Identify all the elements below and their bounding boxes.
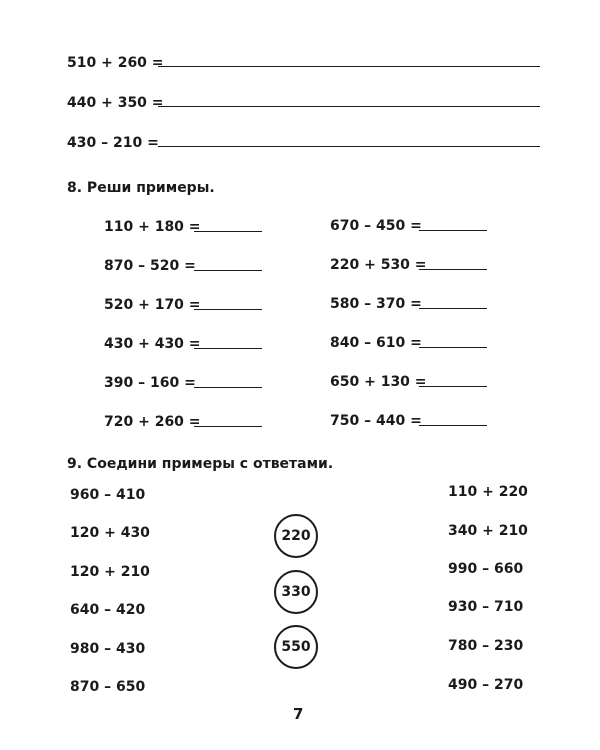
answer-line[interactable] <box>194 426 262 427</box>
task8-right-example: 650 + 130 = <box>330 374 427 390</box>
answer-line[interactable] <box>419 386 487 387</box>
answer-line[interactable] <box>419 425 487 426</box>
task8-left-example: 720 + 260 = <box>104 414 201 430</box>
answer-circle[interactable] <box>274 570 318 614</box>
task9-right-example[interactable]: 990 – 660 <box>448 561 524 577</box>
task9-right-example[interactable]: 340 + 210 <box>448 523 528 539</box>
task9-left-example[interactable]: 640 – 420 <box>70 602 146 618</box>
task9-left-example[interactable]: 120 + 430 <box>70 525 150 541</box>
top-example-3: 430 – 210 = <box>67 135 159 151</box>
answer-line[interactable] <box>419 269 487 270</box>
task9-right-example[interactable]: 490 – 270 <box>448 677 524 693</box>
page-number: 7 <box>293 705 304 723</box>
task8-heading: 8. Реши примеры. <box>67 180 215 196</box>
task8-left-example: 520 + 170 = <box>104 297 201 313</box>
top-example-2: 440 + 350 = <box>67 95 164 111</box>
task9-right-example[interactable]: 930 – 710 <box>448 599 524 615</box>
task8-left-example: 430 + 430 = <box>104 336 201 352</box>
answer-circle[interactable] <box>274 514 318 558</box>
answer-line[interactable] <box>158 106 540 107</box>
answer-line[interactable] <box>194 387 262 388</box>
answer-circle[interactable] <box>274 625 318 669</box>
answer-line[interactable] <box>419 230 487 231</box>
task8-left-example: 390 – 160 = <box>104 375 196 391</box>
answer-line[interactable] <box>194 231 262 232</box>
answer-line[interactable] <box>419 347 487 348</box>
answer-line[interactable] <box>419 308 487 309</box>
task8-right-example: 840 – 610 = <box>330 335 422 351</box>
task9-heading: 9. Соедини примеры с ответами. <box>67 456 334 472</box>
answer-value: 550 <box>281 639 311 655</box>
answer-line[interactable] <box>194 309 262 310</box>
task8-right-example: 750 – 440 = <box>330 413 422 429</box>
task8-left-example: 110 + 180 = <box>104 219 201 235</box>
answer-value: 330 <box>281 584 311 600</box>
answer-line[interactable] <box>158 66 540 67</box>
answer-line[interactable] <box>194 348 262 349</box>
task8-right-example: 670 – 450 = <box>330 218 422 234</box>
task9-left-example[interactable]: 960 – 410 <box>70 487 146 503</box>
task9-left-example[interactable]: 870 – 650 <box>70 679 146 695</box>
task9-right-example[interactable]: 110 + 220 <box>448 484 528 500</box>
answer-line[interactable] <box>194 270 262 271</box>
task9-left-example[interactable]: 980 – 430 <box>70 641 146 657</box>
task9-right-example[interactable]: 780 – 230 <box>448 638 524 654</box>
answer-value: 220 <box>281 528 311 544</box>
task9-left-example[interactable]: 120 + 210 <box>70 564 150 580</box>
task8-right-example: 220 + 530 = <box>330 257 427 273</box>
top-example-1: 510 + 260 = <box>67 55 164 71</box>
answer-line[interactable] <box>158 146 540 147</box>
task8-left-example: 870 – 520 = <box>104 258 196 274</box>
task8-right-example: 580 – 370 = <box>330 296 422 312</box>
